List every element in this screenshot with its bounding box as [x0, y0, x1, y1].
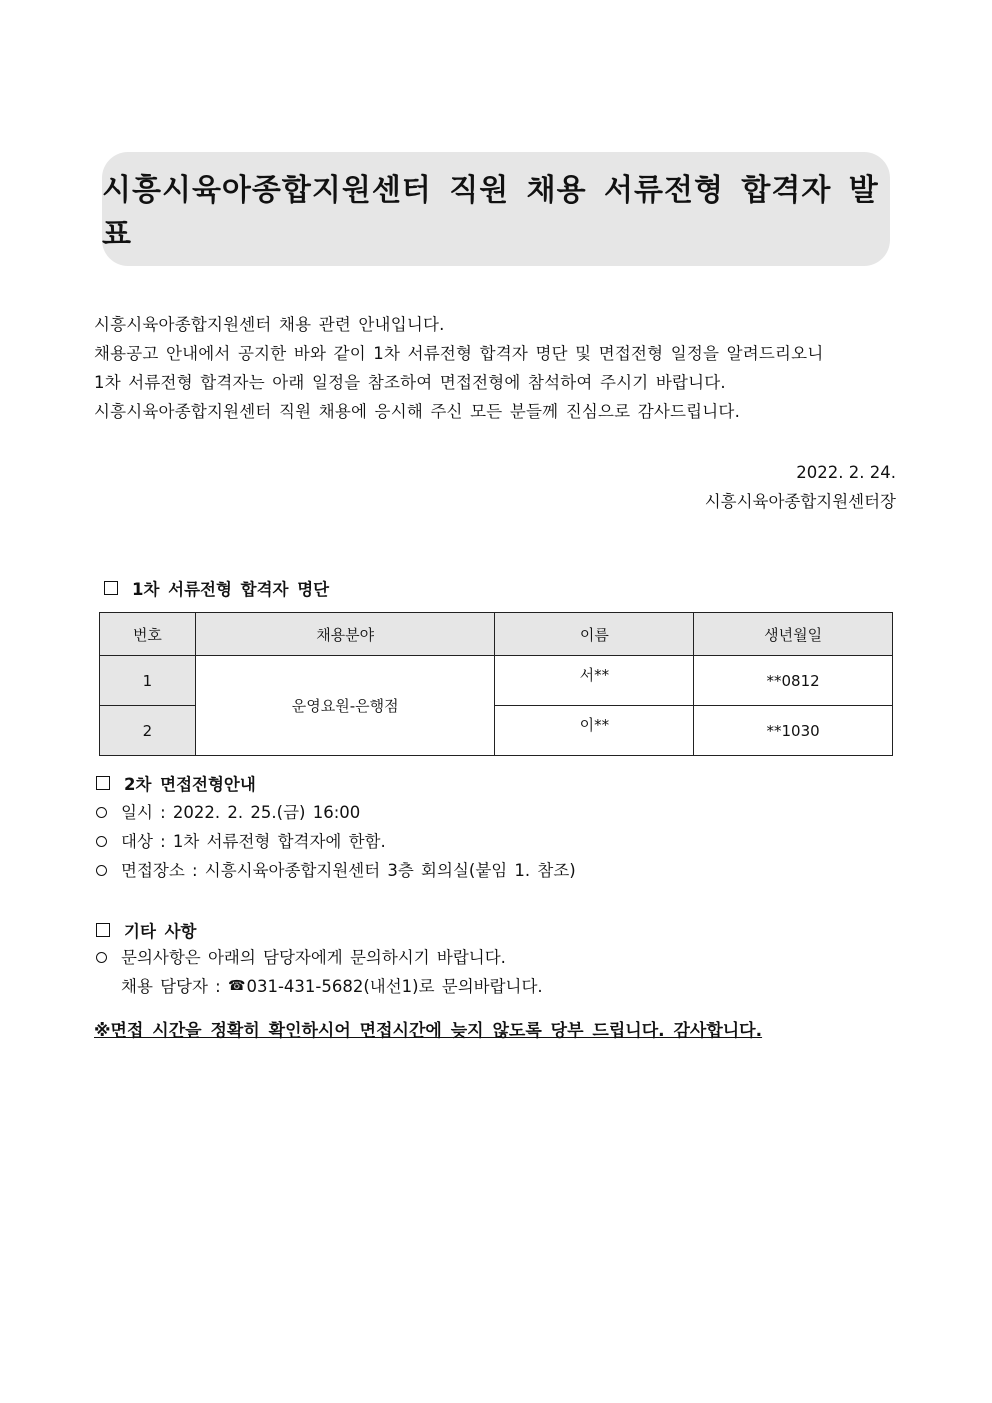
contact-phone: 031-431-5682(내선1)로 문의바랍니다.: [246, 977, 543, 996]
section-heading-results: [104, 576, 329, 600]
bullet-circle-icon: [96, 952, 107, 963]
list-item: [96, 943, 543, 972]
intro-line: 시흥시육아종합지원센터 직원 채용에 응시해 주신 모든 분들께 진심으로 감사드립니다.: [94, 402, 741, 421]
section-heading-interview: [96, 771, 256, 795]
column-header: 생년월일: [694, 613, 893, 656]
interview-datetime: 일시 : 2022. 2. 25.(금) 16:00: [121, 803, 361, 822]
etc-info-list: [96, 943, 543, 1001]
applicant-birth: **1030: [694, 706, 893, 756]
recruit-field: 운영요원-은행점: [195, 656, 495, 756]
intro-line: 1차 서류전형 합격자는 아래 일정을 참조하여 면접전형에 참석하여 주시기 바랍니다.: [94, 373, 726, 392]
row-number: 2: [100, 706, 196, 756]
column-header: 이름: [495, 613, 694, 656]
date-signature: [705, 458, 896, 516]
results-table: [99, 612, 893, 756]
applicant-name: 서**: [495, 656, 694, 706]
bullet-circle-icon: [96, 865, 107, 876]
intro-line: 채용공고 안내에서 공지한 바와 같이 1차 서류전형 합격자 명단 및 면접전형 일정을 알려드리오니: [94, 344, 824, 363]
contact-line: [96, 972, 543, 1001]
applicant-birth: **0812: [694, 656, 893, 706]
section-heading-label: 기타 사항: [124, 922, 197, 941]
list-item: [96, 856, 576, 885]
interview-info-list: [96, 798, 576, 885]
section-heading-label: 1차 서류전형 합격자 명단: [132, 580, 330, 599]
column-header: 번호: [100, 613, 196, 656]
interview-location: 면접장소 : 시흥시육아종합지원센터 3층 회의실(붙임 1. 참조): [121, 861, 576, 880]
section-heading-etc: [96, 918, 197, 942]
title-banner: [102, 152, 890, 266]
intro-line: 시흥시육아종합지원센터 채용 관련 안내입니다.: [94, 315, 445, 334]
column-header: 채용분야: [195, 613, 495, 656]
page-title: 시흥시육아종합지원센터 직원 채용 서류전형 합격자 발표: [102, 173, 879, 252]
list-item: [96, 827, 576, 856]
section-heading-label: 2차 면접전형안내: [124, 775, 256, 794]
list-item: [96, 798, 576, 827]
checkbox-icon: [96, 776, 110, 790]
checkbox-icon: [96, 923, 110, 937]
issuer-name: 시흥시육아종합지원센터장: [704, 492, 896, 511]
checkbox-icon: [104, 581, 118, 595]
intro-paragraph: [94, 310, 904, 426]
table-row: [100, 656, 893, 706]
row-number: 1: [100, 656, 196, 706]
bullet-circle-icon: [96, 836, 107, 847]
contact-label: 채용 담당자 :: [121, 977, 228, 996]
closing-notice: ※면접 시간을 정확히 확인하시어 면접시간에 늦지 않도록 당부 드립니다. 감사합니다.: [94, 1021, 763, 1041]
bullet-circle-icon: [96, 807, 107, 818]
applicant-name: 이**: [495, 706, 694, 756]
interview-target: 대상 : 1차 서류전형 합격자에 한함.: [121, 832, 386, 851]
announcement-date: 2022. 2. 24.: [796, 463, 896, 482]
phone-icon: ☎: [228, 978, 246, 994]
inquiry-text: 문의사항은 아래의 담당자에게 문의하시기 바랍니다.: [121, 948, 506, 967]
table-header-row: [100, 613, 893, 656]
